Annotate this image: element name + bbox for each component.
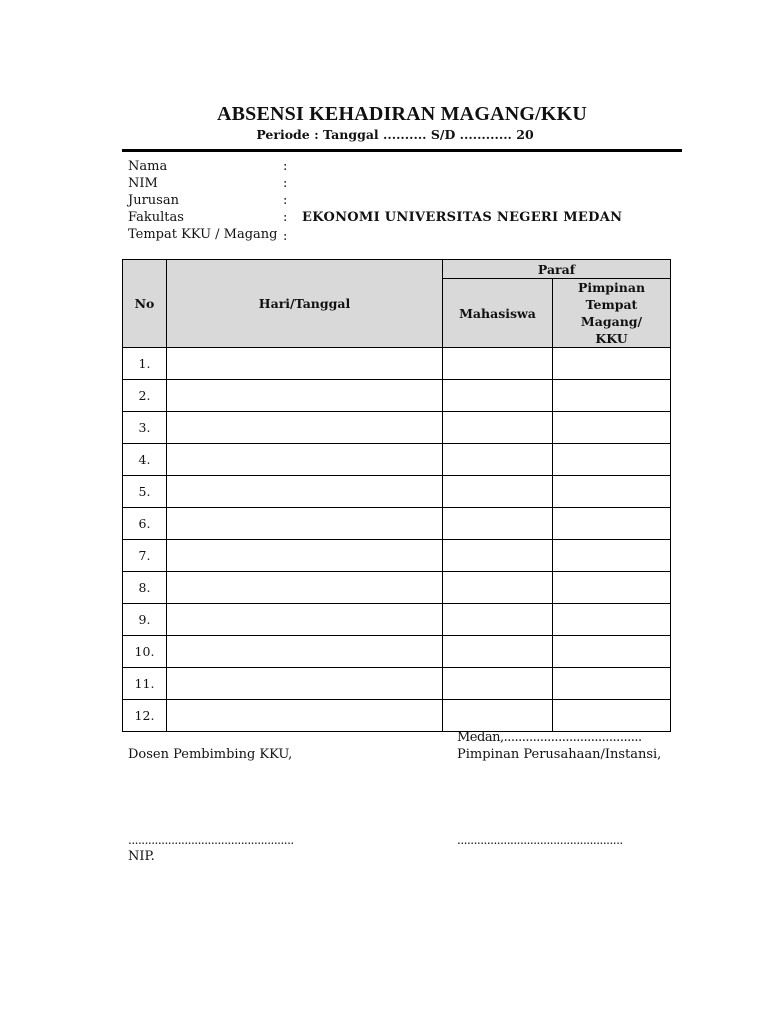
header-paraf: Paraf — [443, 260, 671, 279]
row-number: 2. — [123, 380, 167, 412]
company-signature-line: .................................................. — [457, 833, 623, 847]
date-cell[interactable] — [167, 412, 443, 444]
row-number: 4. — [123, 444, 167, 476]
field-label-nama: Nama — [128, 159, 168, 174]
row-number: 7. — [123, 540, 167, 572]
pimpinan-sign-cell[interactable] — [553, 476, 671, 508]
row-number: 12. — [123, 700, 167, 732]
header-hari-tanggal: Hari/Tanggal — [167, 260, 443, 348]
field-colon-jurusan: : — [283, 193, 288, 208]
mahasiswa-sign-cell[interactable] — [443, 380, 553, 412]
mahasiswa-sign-cell[interactable] — [443, 540, 553, 572]
row-number: 9. — [123, 604, 167, 636]
table-row — [123, 412, 671, 444]
pimpinan-sign-cell[interactable] — [553, 572, 671, 604]
document-title: ABSENSI KEHADIRAN MAGANG/KKU — [216, 103, 588, 125]
date-cell[interactable] — [167, 636, 443, 668]
header-pimpinan: Pimpinan Tempat Magang/ KKU — [553, 279, 671, 348]
lecturer-signature-line: .................................................. — [128, 833, 294, 847]
field-colon-nama: : — [283, 159, 288, 174]
lecturer-title: Dosen Pembimbing KKU, — [128, 747, 293, 762]
mahasiswa-sign-cell[interactable] — [443, 700, 553, 732]
date-cell[interactable] — [167, 348, 443, 380]
company-leader-title: Pimpinan Perusahaan/Instansi, — [457, 747, 662, 762]
row-number: 3. — [123, 412, 167, 444]
row-number: 10. — [123, 636, 167, 668]
pimpinan-sign-cell[interactable] — [553, 604, 671, 636]
pimpinan-sign-cell[interactable] — [553, 508, 671, 540]
date-cell[interactable] — [167, 700, 443, 732]
pimpinan-sign-cell[interactable] — [553, 636, 671, 668]
table-row — [123, 604, 671, 636]
row-number: 1. — [123, 348, 167, 380]
date-cell[interactable] — [167, 476, 443, 508]
pimpinan-sign-cell[interactable] — [553, 700, 671, 732]
field-colon-tempat: : — [283, 229, 288, 244]
table-row — [123, 540, 671, 572]
period-subtitle: Periode : Tanggal .......... S/D ............ 20 — [256, 127, 534, 142]
mahasiswa-sign-cell[interactable] — [443, 636, 553, 668]
table-row — [123, 636, 671, 668]
place-date-line: Medan,...................................... — [457, 730, 642, 745]
mahasiswa-sign-cell[interactable] — [443, 572, 553, 604]
date-cell[interactable] — [167, 508, 443, 540]
header-no: No — [123, 260, 167, 348]
date-cell[interactable] — [167, 668, 443, 700]
header-divider — [122, 149, 682, 152]
pimpinan-sign-cell[interactable] — [553, 380, 671, 412]
table-row — [123, 668, 671, 700]
table-row — [123, 380, 671, 412]
field-colon-fakultas: : — [283, 210, 288, 225]
date-cell[interactable] — [167, 572, 443, 604]
pimpinan-sign-cell[interactable] — [553, 348, 671, 380]
mahasiswa-sign-cell[interactable] — [443, 444, 553, 476]
pimpinan-sign-cell[interactable] — [553, 540, 671, 572]
field-label-fakultas: Fakultas — [128, 210, 184, 225]
table-row — [123, 348, 671, 380]
pimpinan-sign-cell[interactable] — [553, 444, 671, 476]
row-number: 11. — [123, 668, 167, 700]
date-cell[interactable] — [167, 380, 443, 412]
row-number: 6. — [123, 508, 167, 540]
field-value-fakultas: EKONOMI UNIVERSITAS NEGERI MEDAN — [302, 210, 623, 225]
table-row — [123, 508, 671, 540]
table-row — [123, 476, 671, 508]
mahasiswa-sign-cell[interactable] — [443, 476, 553, 508]
nip-label: NIP. — [128, 849, 155, 864]
date-cell[interactable] — [167, 540, 443, 572]
header-mahasiswa: Mahasiswa — [443, 279, 553, 348]
mahasiswa-sign-cell[interactable] — [443, 508, 553, 540]
field-label-tempat: Tempat KKU / Magang — [128, 227, 278, 242]
field-colon-nim: : — [283, 176, 288, 191]
date-cell[interactable] — [167, 604, 443, 636]
table-row — [123, 700, 671, 732]
pimpinan-sign-cell[interactable] — [553, 412, 671, 444]
attendance-table — [122, 259, 671, 732]
field-label-jurusan: Jurusan — [128, 193, 179, 208]
mahasiswa-sign-cell[interactable] — [443, 412, 553, 444]
table-row — [123, 444, 671, 476]
mahasiswa-sign-cell[interactable] — [443, 668, 553, 700]
field-label-nim: NIM — [128, 176, 158, 191]
mahasiswa-sign-cell[interactable] — [443, 604, 553, 636]
row-number: 8. — [123, 572, 167, 604]
date-cell[interactable] — [167, 444, 443, 476]
mahasiswa-sign-cell[interactable] — [443, 348, 553, 380]
row-number: 5. — [123, 476, 167, 508]
pimpinan-sign-cell[interactable] — [553, 668, 671, 700]
table-row — [123, 572, 671, 604]
